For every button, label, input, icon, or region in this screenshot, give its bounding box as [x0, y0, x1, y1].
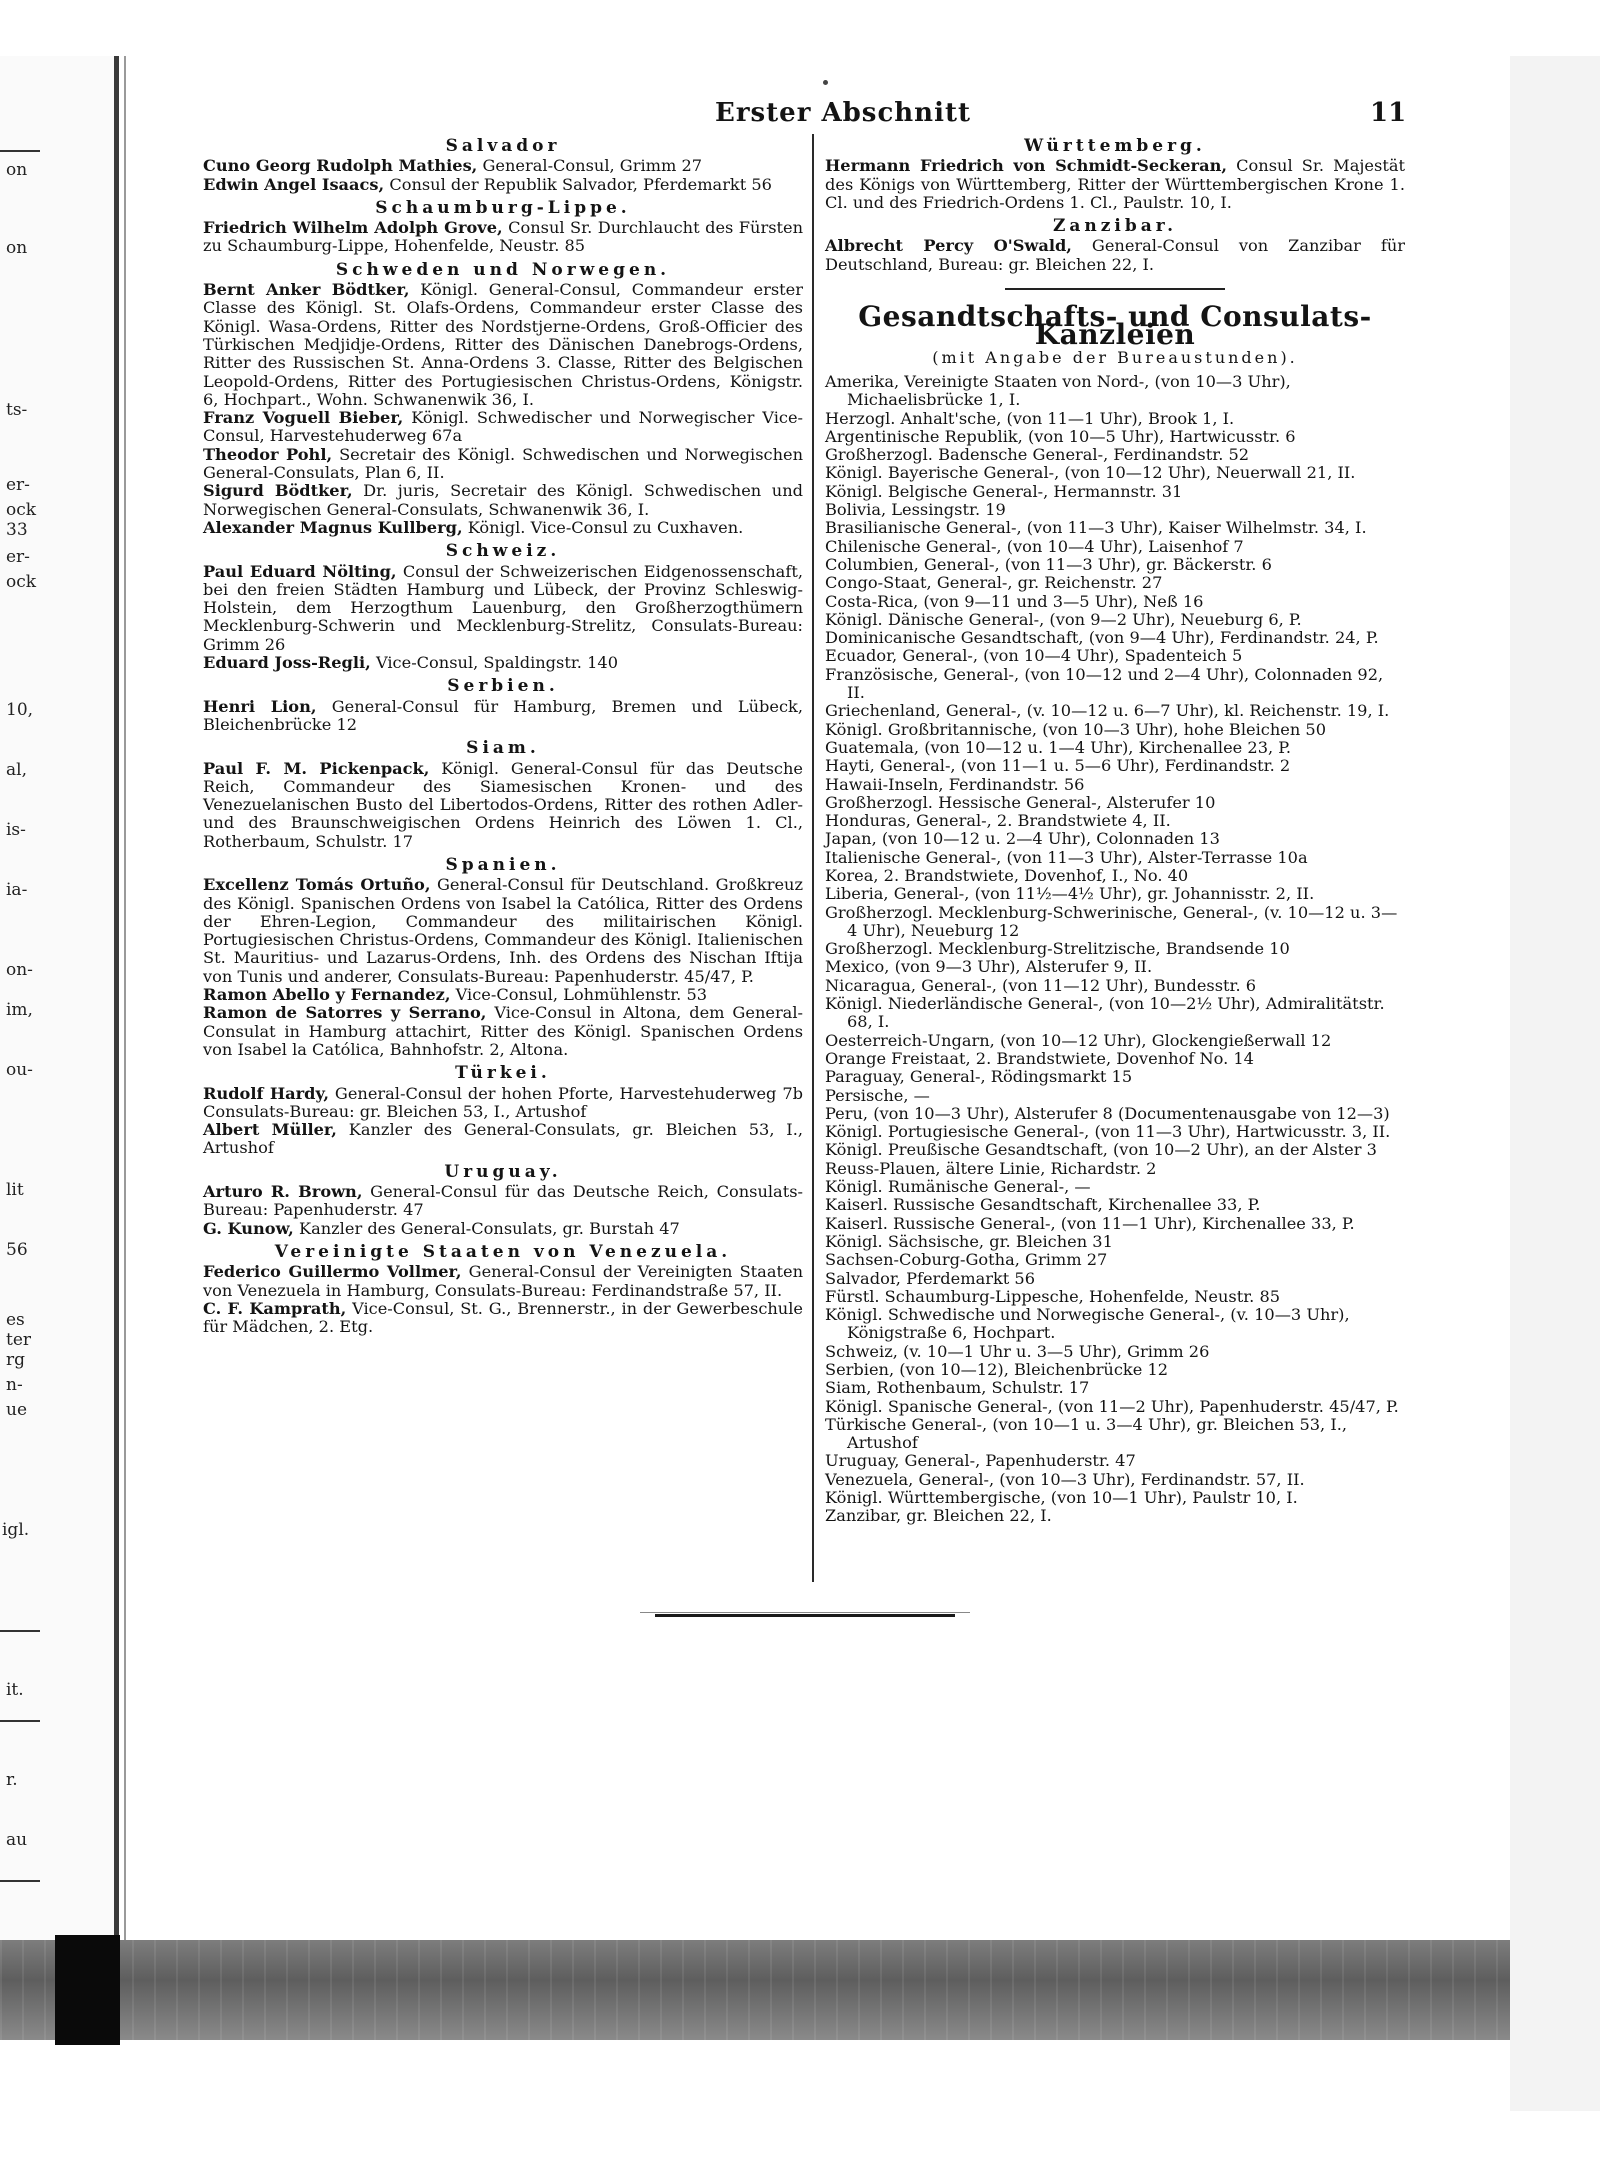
left-column [203, 132, 803, 1336]
margin-fragment: 56 [6, 1240, 28, 1260]
kanzlei-line: Korea, 2. Brandstwiete, Dovenhof, I., No. 40 [825, 865, 1189, 885]
consul-details: Vice-Consul, Spaldingstr. 140 [375, 653, 618, 673]
kanzlei-line: Persische, — [825, 1085, 930, 1105]
margin-rule [0, 1720, 40, 1722]
section-heading: Vereinigte Staaten von Venezuela. [274, 1241, 732, 1262]
consul-name: Friedrich Wilhelm Adolph Grove, [203, 218, 503, 238]
kanzlei-line: Königl. Preußische Gesandtschaft, (von 10—2 Uhr), an der Alster 3 [825, 1140, 1377, 1160]
consul-entry [203, 654, 803, 672]
kanzlei-line: Guatemala, (von 10—12 u. 1—4 Uhr), Kirchenallee 23, P. [825, 737, 1292, 757]
consul-details: General-Consul für Deutschland. Großkreuz des Königl. Spanischen Ordens von Isabel la Católica, Ritter des Ordens der Ehren-Legion, Commandeur des militairischen Königl. Portugiesischen Christus-Ordens, Commandeur des Königl. Italienischen St. Mauritius- und Lazarus-Ordens, Inh. des Ordens des Nischan Iftija von Tunis und anderer, Consulats-Bureau: Papenhuderstr. 45/47, P. [203, 875, 803, 986]
kanzlei-line: Liberia, General-, (von 11½—4½ Uhr), gr. Johannisstr. 2, II. [825, 884, 1315, 904]
margin-fragment: ock [6, 500, 37, 520]
kanzlei-line: Großherzogl. Hessische General-, Alsterufer 10 [825, 792, 1216, 812]
consul-details: Königl. General-Consul für das Deutsche Reich, Commandeur des Siamesischen Kronen- und des Venezuelanischen Busto del Libertodos-Ordens, Ritter des rothen Adler- und des Braunschweigischen Ordens Heinrich des Löwen 1. Cl., Rotherbaum, Schulstr. 17 [203, 758, 803, 851]
kanzlei-line: Hawaii-Inseln, Ferdinandstr. 56 [825, 774, 1085, 794]
consul-name: Henri Lion, [203, 696, 317, 716]
margin-fragment: er- [6, 475, 30, 495]
consul-details: Consul der Republik Salvador, Pferdemarkt 56 [389, 174, 772, 194]
kanzlei-line: Oesterreich-Ungarn, (von 10—12 Uhr), Glockengießerwall 12 [825, 1030, 1332, 1050]
page-number: 11 [1370, 98, 1407, 128]
consul-entry [203, 1220, 803, 1238]
consul-name: Alexander Magnus Kullberg, [203, 517, 463, 537]
kanzlei-line: Japan, (von 10—12 u. 2—4 Uhr), Colonnaden 13 [825, 829, 1220, 849]
kanzlei-line: Königl. Schwedische und Norwegische General-, (v. 10—3 Uhr), Königstraße 6, Hochpart. [825, 1305, 1350, 1343]
kanzleien-subtitle: (mit Angabe der Bureaustunden). [932, 347, 1298, 367]
kanzlei-line: Nicaragua, General-, (von 11—12 Uhr), Bundesstr. 6 [825, 975, 1257, 995]
consul-entry [203, 1004, 803, 1059]
consul-entry [203, 1121, 803, 1158]
consul-details: General-Consul, Grimm 27 [482, 156, 703, 176]
consul-entry [203, 760, 803, 851]
kanzlei-line: Argentinische Republik, (von 10—5 Uhr), Hartwicusstr. 6 [825, 426, 1296, 446]
right-page-margin [1510, 56, 1600, 2111]
kanzlei-line: Paraguay, General-, Rödingsmarkt 15 [825, 1067, 1133, 1087]
kanzlei-line: Ecuador, General-, (von 10—4 Uhr), Spadenteich 5 [825, 646, 1243, 666]
kanzlei-line: Sachsen-Coburg-Gotha, Grimm 27 [825, 1250, 1108, 1270]
kanzlei-line: Großherzogl. Mecklenburg-Schwerinische, General-, (v. 10—12 u. 3—4 Uhr), Neueburg 12 [825, 902, 1398, 940]
section-heading: Türkei. [455, 1063, 551, 1084]
consul-name: Edwin Angel Isaacs, [203, 174, 385, 194]
kanzlei-line: Kaiserl. Russische General-, (von 11—1 Uhr), Kirchenallee 33, P. [825, 1213, 1355, 1233]
consul-details: General-Consul der hohen Pforte, Harvestehuderweg 7b Consulats-Bureau: gr. Bleichen 53, I., Artushof [203, 1083, 803, 1121]
kanzlei-line: Uruguay, General-, Papenhuderstr. 47 [825, 1451, 1136, 1471]
section-heading: Salvador [445, 136, 561, 156]
kanzlei-line: Kaiserl. Russische Gesandtschaft, Kirchenallee 33, P. [825, 1195, 1261, 1215]
consul-entry [825, 237, 1405, 274]
kanzlei-line: Dominicanische Gesandtschaft, (von 9—4 Uhr), Ferdinandstr. 24, P. [825, 628, 1379, 648]
kanzlei-line: Zanzibar, gr. Bleichen 22, I. [825, 1506, 1052, 1526]
margin-fragment: er- [6, 547, 30, 567]
page-gutter-line-thin [124, 56, 126, 1961]
section-heading: Schweden und Norwegen. [335, 259, 671, 280]
margin-fragment: es [6, 1310, 25, 1330]
margin-fragment: ou- [6, 1060, 33, 1080]
kanzlei-line: Herzogl. Anhalt'sche, (von 11—1 Uhr), Brook 1, I. [825, 408, 1235, 428]
consul-entry [203, 698, 803, 735]
margin-fragment: ock [6, 572, 37, 592]
kanzlei-line: Königl. Großbritannische, (von 10—3 Uhr), hohe Bleichen 50 [825, 719, 1327, 739]
speck-dot [823, 80, 828, 85]
consul-entry [203, 986, 803, 1004]
margin-fragment: 10, [6, 700, 34, 720]
consul-details: Königl. Vice-Consul zu Cuxhaven. [467, 517, 744, 537]
margin-fragment: 33 [6, 520, 28, 540]
kanzlei-line: Venezuela, General-, (von 10—3 Uhr), Ferdinandstr. 57, II. [825, 1469, 1305, 1489]
consul-entry [203, 446, 803, 483]
section-heading: Württemberg. [1024, 136, 1206, 156]
kanzlei-line: Königl. Rumänische General-, — [825, 1177, 1091, 1197]
section-rule [1005, 288, 1225, 290]
kanzlei-line: Französische, General-, (von 10—12 und 2—4 Uhr), Colonnaden 92, II. [825, 664, 1384, 703]
margin-fragment: ts- [6, 400, 28, 420]
consul-entry [203, 482, 803, 519]
consul-name: Arturo R. Brown, [203, 1182, 363, 1202]
right-column-consuls [825, 137, 1405, 274]
consul-details: General-Consul von Zanzibar für Deutschland, Bureau: gr. Bleichen 22, I. [825, 236, 1405, 274]
kanzlei-line: Siam, Rothenbaum, Schulstr. 17 [825, 1378, 1090, 1398]
consul-details: Kanzler des General-Consulats, gr. Bleichen 53, I., Artushof [203, 1120, 803, 1158]
consul-entry [203, 176, 803, 194]
kanzlei-line: Italienische General-, (von 11—3 Uhr), Alster-Terrasse 10a [825, 847, 1308, 867]
kanzlei-line: Hayti, General-, (von 11—1 u. 5—6 Uhr), Ferdinandstr. 2 [825, 756, 1291, 776]
consul-entry [203, 1300, 803, 1337]
consul-name: Federico Guillermo Vollmer, [203, 1262, 462, 1282]
margin-fragment: on [6, 238, 28, 258]
margin-fragment: n- [6, 1375, 23, 1395]
margin-rule [0, 1880, 40, 1882]
margin-fragment: it. [6, 1680, 24, 1700]
margin-fragment: igl. [2, 1520, 30, 1540]
consul-entry [203, 1085, 803, 1122]
consul-name: Ramon de Satorres y Serrano, [203, 1003, 487, 1023]
kanzleien-list [825, 373, 1405, 1526]
section-heading: Siam. [466, 738, 540, 759]
consul-details: Dr. juris, Secretair des Königl. Schwedischen und Norwegischen General-Consulats, Schwanenwik 36, I. [203, 481, 803, 519]
consul-name: Albert Müller, [203, 1120, 337, 1140]
kanzlei-line: Königl. Württembergische, (von 10—1 Uhr), Paulstr 10, I. [825, 1488, 1298, 1508]
previous-page-edge [0, 56, 118, 1956]
consul-name: Theodor Pohl, [203, 444, 333, 464]
consul-details: Vice-Consul, Lohmühlenstr. 53 [455, 985, 708, 1005]
kanzlei-line: Türkische General-, (von 10—1 u. 3—4 Uhr), gr. Bleichen 53, I., Artushof [825, 1414, 1348, 1453]
margin-fragment: on- [6, 960, 33, 980]
consul-name: Sigurd Bödtker, [203, 481, 353, 501]
column-divider [812, 134, 814, 1582]
right-column [825, 132, 1405, 1526]
consul-name: G. Kunow, [203, 1218, 294, 1238]
consul-entry [203, 219, 803, 256]
end-rule [655, 1614, 955, 1617]
consul-details: General-Consul der Vereinigten Staaten von Venezuela in Hamburg, Consulats-Bureau: Ferdinandstraße 57, II. [203, 1262, 803, 1300]
kanzlei-line: Orange Freistaat, 2. Brandstwiete, Dovenhof No. 14 [825, 1048, 1254, 1068]
kanzlei-line: Königl. Portugiesische General-, (von 11—3 Uhr), Hartwicusstr. 3, II. [825, 1122, 1391, 1142]
kanzlei-line: Königl. Bayerische General-, (von 10—12 Uhr), Neuerwall 21, II. [825, 463, 1356, 483]
kanzlei-line: Königl. Spanische General-, (von 11—2 Uhr), Papenhuderstr. 45/47, P. [825, 1396, 1399, 1416]
scan-dark-corner [55, 1935, 120, 2045]
consul-entry [203, 1183, 803, 1220]
end-rule-thin [640, 1612, 970, 1613]
consul-name: Cuno Georg Rudolph Mathies, [203, 156, 478, 176]
margin-fragment: au [6, 1830, 28, 1850]
consul-name: Paul F. M. Pickenpack, [203, 758, 430, 778]
scan-bottom-band [0, 1940, 1510, 2040]
margin-fragment: lit [6, 1180, 24, 1200]
kanzlei-line: Reuss-Plauen, ältere Linie, Richardstr. 2 [825, 1158, 1157, 1178]
kanzlei-line: Amerika, Vereinigte Staaten von Nord-, (von 10—3 Uhr), Michaelisbrücke 1, I. [825, 371, 1291, 410]
consul-name: Rudolf Hardy, [203, 1083, 329, 1103]
consul-entry [825, 157, 1405, 212]
kanzlei-line: Salvador, Pferdemarkt 56 [825, 1268, 1036, 1288]
consul-details: Königl. General-Consul, Commandeur erster Classe des Königl. St. Olafs-Ordens, Commandeur erster Classe des Königl. Wasa-Ordens, Ritter des Nordstjerne-Ordens, Groß-Officier des Türkischen Medjidje-Ordens, Ritter des Dänischen Danebrogs-Ordens, Ritter des Russischen St. Anna-Ordens 3. Classe, Ritter des Belgischen Leopold-Ordens, Ritter des Portugiesischen Christus-Ordens, Königstr. 6, Hochpart., Wohn. Schwanenwik 36, I. [203, 280, 803, 409]
consul-name: Ramon Abello y Fernandez, [203, 985, 451, 1005]
kanzlei-line: Serbien, (von 10—12), Bleichenbrücke 12 [825, 1360, 1169, 1379]
consul-entry [203, 157, 803, 175]
margin-fragment: on [6, 160, 28, 180]
consul-details: Secretair des Königl. Schwedischen und Norwegischen General-Consulats, Plan 6, II. [203, 444, 804, 483]
consul-details: Königl. Schwedischer und Norwegischer Vice-Consul, Harvestehuderweg 67a [203, 408, 803, 446]
consul-name: Franz Voguell Bieber, [203, 408, 404, 428]
kanzlei-line: Schweiz, (v. 10—1 Uhr u. 3—5 Uhr), Grimm 26 [825, 1341, 1210, 1361]
margin-fragment: al, [6, 760, 27, 780]
kanzlei-line: Mexico, (von 9—3 Uhr), Alsterufer 9, II. [825, 957, 1153, 977]
kanzlei-line: Königl. Niederländische General-, (von 10—2½ Uhr), Admiralitätstr. 68, I. [825, 994, 1385, 1032]
section-heading: Serbien. [447, 676, 559, 697]
consul-name: Albrecht Percy O'Swald, [825, 236, 1072, 256]
kanzlei-line: Chilenische General-, (von 10—4 Uhr), Laisenhof 7 [825, 536, 1244, 556]
consul-details: General-Consul für das Deutsche Reich, Consulats-Bureau: Papenhuderstr. 47 [203, 1182, 803, 1220]
margin-fragment: ia- [6, 880, 28, 900]
kanzleien-title: Gesandtschafts- und Consulats-Kanzleien [858, 300, 1372, 352]
consul-name: Eduard Joss-Regli, [203, 653, 371, 673]
consul-entry [203, 1263, 803, 1300]
consul-name: Bernt Anker Bödtker, [203, 280, 410, 300]
kanzlei-line: Columbien, General-, (von 11—3 Uhr), gr. Bäckerstr. 6 [825, 554, 1272, 574]
margin-fragment: rg [6, 1350, 26, 1370]
consul-details: Vice-Consul, St. G., Brennerstr., in der Gewerbeschule für Mädchen, 2. Etg. [203, 1298, 803, 1337]
kanzlei-line: Griechenland, General-, (v. 10—12 u. 6—7 Uhr), kl. Reichenstr. 19, I. [825, 701, 1390, 721]
consul-details: Vice-Consul in Altona, dem General-Consulat in Hamburg attachirt, Ritter des Königl. Spanischen Ordens von Isabel la Católica, Bahnhofstr. 2, Altona. [203, 1003, 803, 1059]
kanzlei-line: Costa-Rica, (von 9—11 und 3—5 Uhr), Neß 16 [825, 591, 1204, 611]
consul-name: Excellenz Tomás Ortuño, [203, 875, 431, 895]
consul-entry [203, 563, 803, 654]
margin-rule [0, 150, 40, 152]
consul-details: Consul der Schweizerischen Eidgenossenschaft, bei den freien Städten Hamburg und Lübeck, der Provinz Schleswig-Holstein, dem Herzogthum Lauenburg, den Großherzogthümern Mecklenburg-Schwerin und Mecklenburg-Strelitz, Consulats-Bureau: Grimm 26 [203, 561, 803, 654]
kanzlei-line: Congo-Staat, General-, gr. Reichenstr. 27 [825, 573, 1163, 593]
margin-rule [0, 1630, 40, 1632]
consul-entry [203, 281, 803, 409]
kanzlei-line: Großherzogl. Badensche General-, Ferdinandstr. 52 [825, 445, 1250, 465]
kanzlei-line: Peru, (von 10—3 Uhr), Alsterufer 8 (Documentenausgabe von 12—3) [825, 1103, 1390, 1123]
kanzlei-line: Königl. Dänische General-, (von 9—2 Uhr), Neueburg 6, P. [825, 609, 1302, 629]
section-heading: Schaumburg-Lippe. [375, 197, 631, 218]
margin-fragment: r. [6, 1770, 18, 1790]
running-head: Erster Abschnitt [715, 98, 971, 128]
consul-details: Consul Sr. Majestät des Königs von Württemberg, Ritter der Württembergischen Krone 1. Cl. und des Friedrich-Ordens 1. Cl., Paulstr. 10, I. [825, 156, 1405, 212]
margin-fragment: is- [6, 820, 26, 840]
kanzlei-line: Brasilianische General-, (von 11—3 Uhr), Kaiser Wilhelmstr. 34, I. [825, 518, 1367, 538]
consul-details: Kanzler des General-Consulats, gr. Burstah 47 [298, 1218, 680, 1238]
consul-details: General-Consul für Hamburg, Bremen und Lübeck, Bleichenbrücke 12 [203, 696, 803, 734]
kanzlei-line: Großherzogl. Mecklenburg-Strelitzische, Brandsende 10 [825, 939, 1290, 959]
kanzlei-line: Bolivia, Lessingstr. 19 [825, 500, 1006, 520]
page-gutter-line [114, 56, 119, 1961]
section-heading: Uruguay. [444, 1161, 562, 1182]
kanzlei-line: Honduras, General-, 2. Brandstwiete 4, II. [825, 811, 1171, 831]
margin-fragment: ter [6, 1330, 32, 1350]
consul-entry [203, 519, 803, 537]
section-heading: Spanien. [445, 854, 561, 875]
consul-entry [203, 409, 803, 446]
margin-fragment: im, [6, 1000, 33, 1020]
consul-name: Paul Eduard Nölting, [203, 561, 397, 581]
section-heading: Zanzibar. [1052, 216, 1178, 237]
consul-name: C. F. Kamprath, [203, 1298, 347, 1318]
section-heading: Schweiz. [445, 541, 561, 562]
consul-details: Consul Sr. Durchlaucht des Fürsten zu Schaumburg-Lippe, Hohenfelde, Neustr. 85 [203, 218, 804, 256]
kanzlei-line: Fürstl. Schaumburg-Lippesche, Hohenfelde, Neustr. 85 [825, 1286, 1281, 1306]
consul-entry [203, 876, 803, 986]
kanzlei-line: Königl. Belgische General-, Hermannstr. 31 [825, 481, 1183, 501]
consul-name: Hermann Friedrich von Schmidt-Seckeran, [825, 156, 1227, 176]
kanzlei-line: Königl. Sächsische, gr. Bleichen 31 [825, 1231, 1113, 1251]
margin-fragment: ue [6, 1400, 28, 1420]
